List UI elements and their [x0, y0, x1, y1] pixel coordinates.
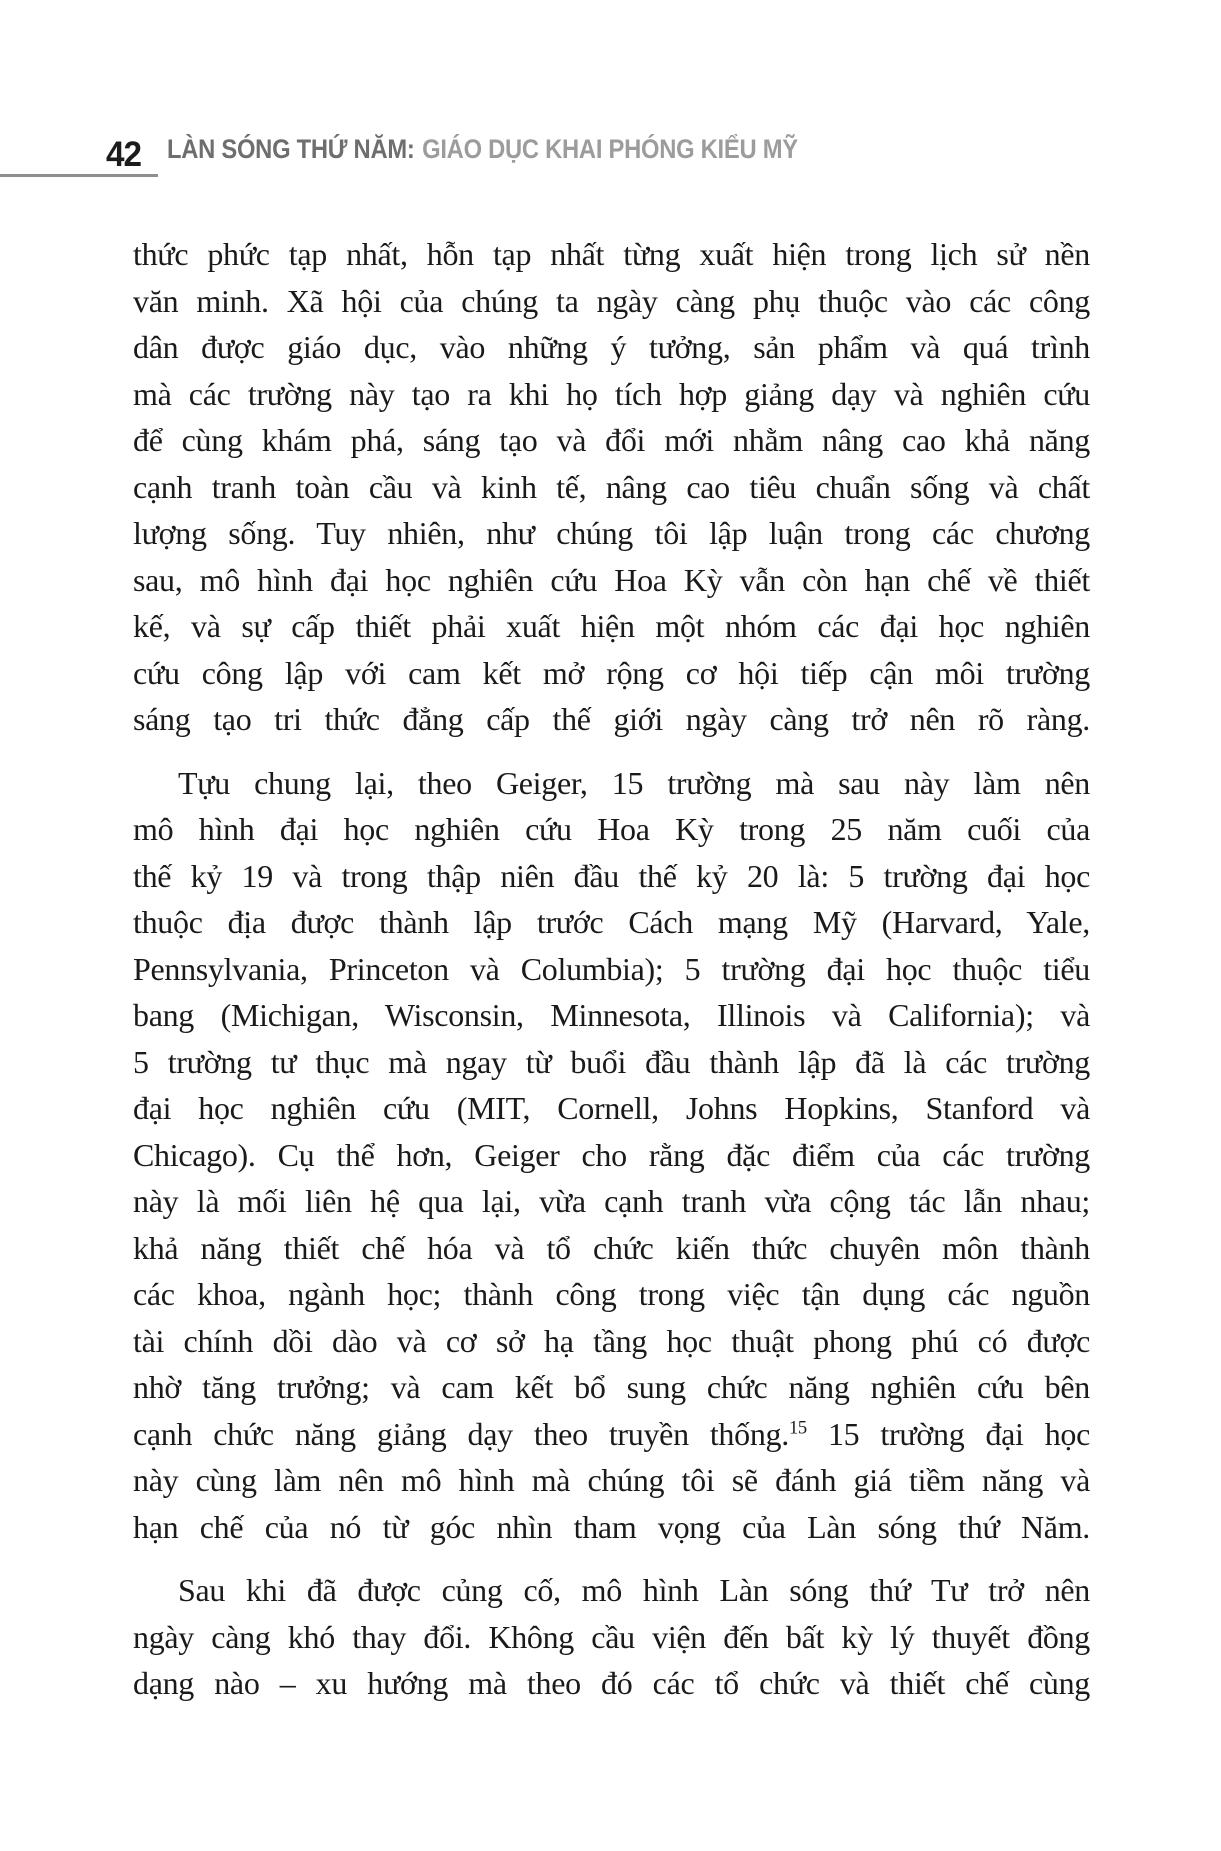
text-line: này cùng làm nên mô hình mà chúng tôi sẽ đánh giá tiềm năng và [133, 1462, 1090, 1498]
text-line: Tựu chung lại, theo Geiger, 15 trường mà sau này làm nên [178, 764, 1090, 801]
text-line: thế kỷ 19 và trong thập niên đầu thế kỷ 20 là: 5 trường đại học [133, 857, 1090, 894]
text-line: mà các trường này tạo ra khi họ tích hợp giảng dạy và nghiên cứu [133, 375, 1090, 412]
text-line: Pennsylvania, Princeton và Columbia); 5 trường đại học thuộc tiểu [133, 950, 1090, 987]
running-header-subtitle: GIÁO DỤC KHAI PHÓNG KIỂU MỸ [422, 134, 798, 164]
text-line: mô hình đại học nghiên cứu Hoa Kỳ trong 25 năm cuối của [133, 811, 1090, 847]
text-line: 5 trường tư thục mà ngay từ buổi đầu thành lập đã là các trường [133, 1043, 1090, 1080]
text-line: cạnh tranh toàn cầu và kinh tế, nâng cao tiêu chuẩn sống và chất [133, 468, 1090, 505]
text-line: thuộc địa được thành lập trước Cách mạng Mỹ (Harvard, Yale, [133, 904, 1090, 940]
running-header [167, 136, 798, 163]
text-line [133, 1411, 1090, 1458]
paragraph [133, 760, 1090, 1551]
text-line: sáng tạo tri thức đẳng cấp thế giới ngày càng trở nên rõ ràng. [133, 701, 1090, 737]
text-line: này là mối liên hệ qua lại, vừa cạnh tranh vừa cộng tác lẫn nhau; [133, 1183, 1090, 1219]
header-rule [0, 174, 158, 177]
text-segment: cạnh chức năng giảng dạy theo truyền thống. [133, 1415, 789, 1452]
text-line: lượng sống. Tuy nhiên, như chúng tôi lập luận trong các chương [133, 515, 1090, 551]
text-line: các khoa, ngành học; thành công trong việc tận dụng các nguồn [133, 1276, 1090, 1312]
text-line: kế, và sự cấp thiết phải xuất hiện một nhóm các đại học nghiên [133, 608, 1090, 644]
text-line: Sau khi đã được củng cố, mô hình Làn sóng thứ Tư trở nên [178, 1572, 1090, 1608]
text-line: hạn chế của nó từ góc nhìn tham vọng của Làn sóng thứ Năm. [133, 1508, 1090, 1545]
text-line: sau, mô hình đại học nghiên cứu Hoa Kỳ vẫn còn hạn chế về thiết [133, 561, 1090, 598]
text-line: tài chính dồi dào và cơ sở hạ tầng học thuật phong phú có được [133, 1322, 1090, 1359]
text-line: cứu công lập với cam kết mở rộng cơ hội tiếp cận môi trường [133, 654, 1090, 691]
page-number: 42 [106, 135, 142, 174]
text-line: dạng nào – xu hướng mà theo đó các tổ chức và thiết chế cùng [133, 1665, 1090, 1701]
footnote-marker: 15 [788, 1416, 807, 1438]
running-header-series: LÀN SÓNG THỨ NĂM: [167, 134, 415, 164]
text-line: Chicago). Cụ thể hơn, Geiger cho rằng đặc điểm của các trường [133, 1136, 1090, 1173]
text-segment: 15 trường đại học [806, 1415, 1090, 1452]
text-line: nhờ tăng trưởng; và cam kết bổ sung chức năng nghiên cứu bên [133, 1369, 1090, 1405]
text-line: dân được giáo dục, vào những ý tưởng, sản phẩm và quá trình [133, 329, 1090, 365]
text-line: thức phức tạp nhất, hỗn tạp nhất từng xuất hiện trong lịch sử nền [133, 236, 1090, 272]
text-line: bang (Michigan, Wisconsin, Minnesota, Illinois và California); và [133, 997, 1090, 1033]
text-line: khả năng thiết chế hóa và tổ chức kiến thức chuyên môn thành [133, 1229, 1090, 1266]
paragraph [133, 1567, 1090, 1707]
paragraph [133, 231, 1090, 743]
text-line: ngày càng khó thay đổi. Không cầu viện đến bất kỳ lý thuyết đồng [133, 1618, 1090, 1655]
body-text [133, 231, 1090, 1724]
text-line: văn minh. Xã hội của chúng ta ngày càng phụ thuộc vào các công [133, 282, 1090, 319]
text-line: để cùng khám phá, sáng tạo và đổi mới nhằm nâng cao khả năng [133, 422, 1090, 458]
text-line: đại học nghiên cứu (MIT, Cornell, Johns Hopkins, Stanford và [133, 1090, 1090, 1126]
